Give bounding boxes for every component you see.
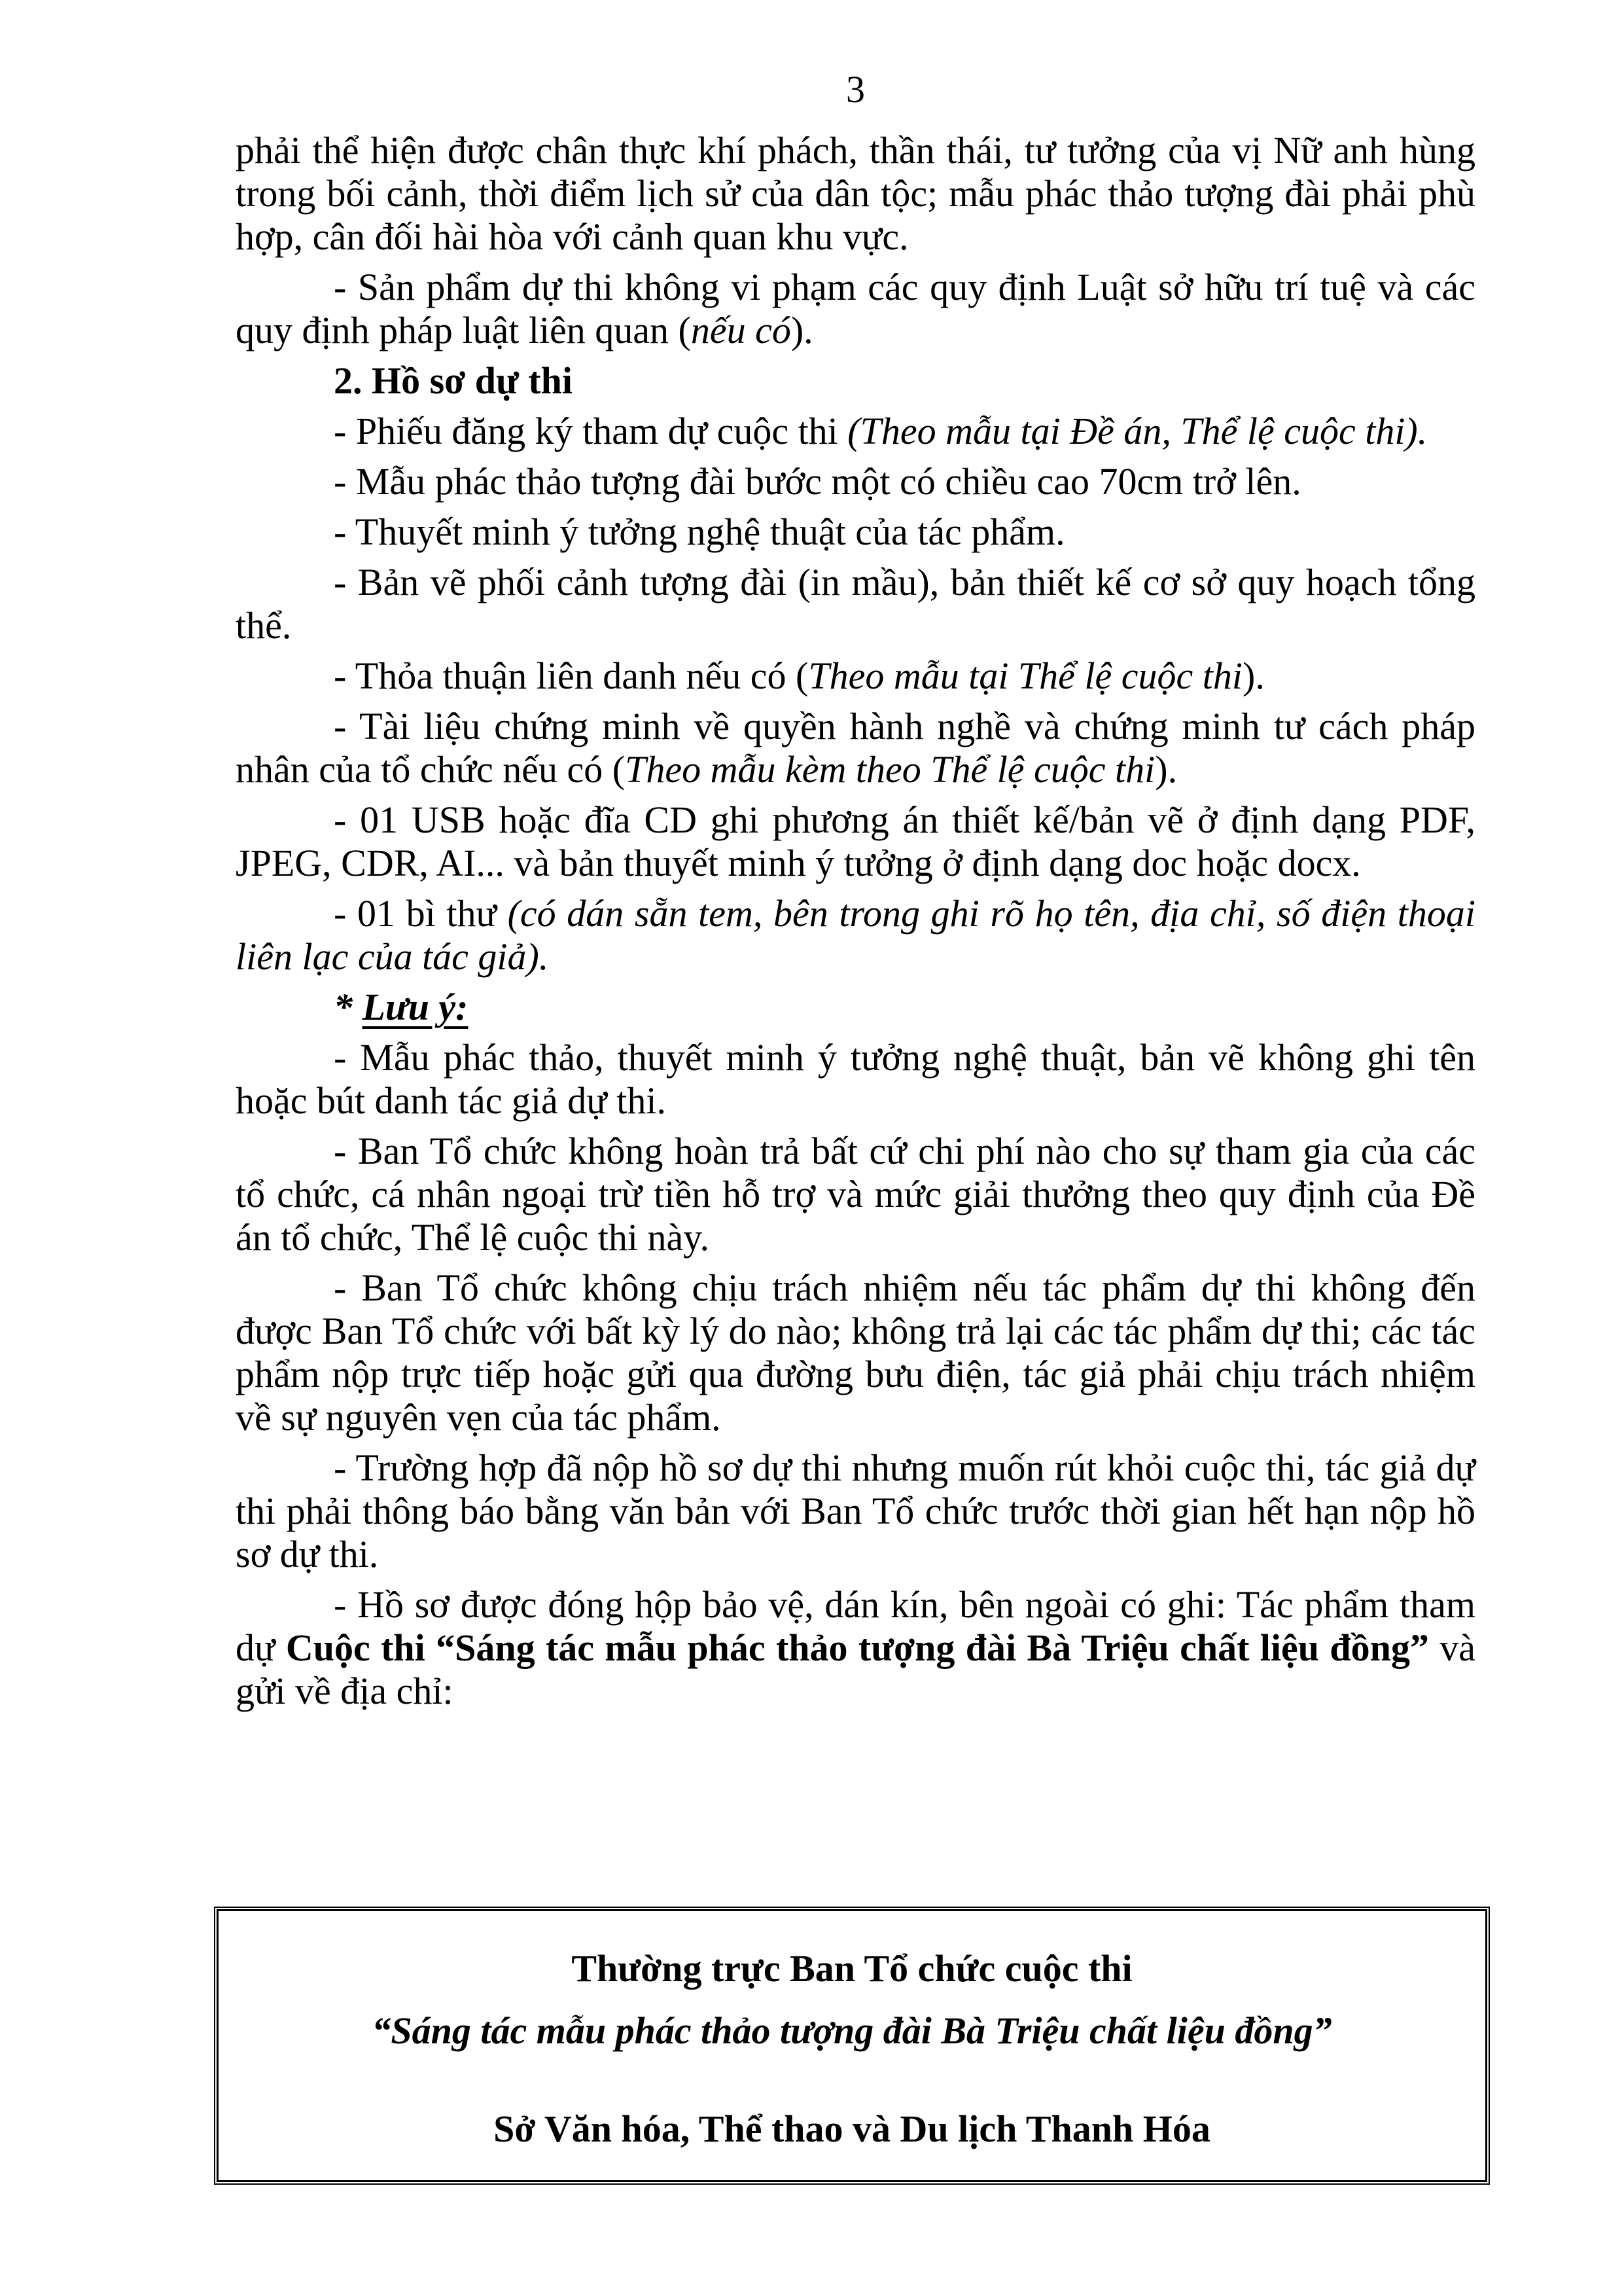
text-run: - Ban Tổ chức không hoàn trả bất cứ chi phí nào cho sự tham gia của các tổ chức, cá nhân ngoại trừ tiền hỗ trợ và mức giải thưởng theo quy định của Đề án tổ chức, Thể lệ cuộc thi này.	[236, 1130, 1475, 1259]
text-run: - Mẫu phác thảo, thuyết minh ý tưởng nghệ thuật, bản vẽ không ghi tên hoặc bút danh tác giả dự thi.	[236, 1036, 1475, 1122]
paragraph	[236, 129, 1475, 259]
text-run: (có dán sẵn tem, bên trong ghi rõ họ tên, địa chỉ, số điện thoại liên lạc của tác giả).	[236, 892, 1475, 978]
address-box-title: Thường trực Ban Tổ chức cuộc thi	[571, 1947, 1133, 1990]
text-run: - 01 bì thư	[334, 892, 508, 935]
text-run: ).	[1243, 655, 1265, 697]
paragraph	[236, 986, 1475, 1029]
address-box	[214, 1907, 1490, 2185]
paragraph	[236, 798, 1475, 885]
text-run: - Thuyết minh ý tưởng nghệ thuật của tác phẩm.	[334, 511, 1065, 553]
paragraph	[236, 460, 1475, 503]
paragraph	[236, 1130, 1475, 1259]
text-run: - Tài liệu chứng minh về quyền hành nghề và chứng minh tư cách pháp nhân của tổ chức nếu có (	[236, 705, 1475, 791]
paragraph	[236, 705, 1475, 791]
text-run: 2. Hồ sơ dự thi	[334, 359, 573, 402]
paragraph	[236, 1583, 1475, 1713]
text-run: - Phiếu đăng ký tham dự cuộc thi	[334, 410, 848, 452]
paragraph	[236, 655, 1475, 698]
paragraph	[236, 1446, 1475, 1576]
text-run: ).	[1155, 748, 1178, 791]
paragraph	[236, 892, 1475, 978]
text-run: - Sản phẩm dự thi không vi phạm các quy định Luật sở hữu trí tuệ và các quy định pháp luật liên quan (	[236, 266, 1475, 351]
text-run: và gửi về địa chỉ:	[236, 1626, 1475, 1712]
address-box-border	[217, 1909, 1487, 2182]
text-run: Theo mẫu kèm theo Thể lệ cuộc thi	[625, 748, 1156, 791]
text-run: *	[334, 986, 362, 1028]
text-run: - Ban Tổ chức không chịu trách nhiệm nếu tác phẩm dự thi không đến được Ban Tổ chức với bất kỳ lý do nào; không trả lại các tác phẩm dự thi; các tác phẩm nộp trực tiếp hoặc gửi qua đường bưu điện, tác giả phải chịu trách nhiệm về sự nguyên vẹn của tác phẩm.	[236, 1266, 1475, 1439]
paragraph	[236, 359, 1475, 403]
paragraph	[236, 410, 1475, 453]
text-run: - 01 USB hoặc đĩa CD ghi phương án thiết kế/bản vẽ ở định dạng PDF, JPEG, CDR, AI... và bản thuyết minh ý tưởng ở định dạng doc hoặc docx.	[236, 798, 1475, 884]
text-run: - Thỏa thuận liên danh nếu có (	[334, 655, 809, 697]
paragraph	[236, 511, 1475, 554]
paragraph	[236, 1266, 1475, 1439]
text-run: nếu có	[690, 309, 791, 351]
page-number: 3	[846, 68, 865, 111]
address-box-contest-name: “Sáng tác mẫu phác thảo tượng đài Bà Triệu chất liệu đồng”	[372, 2009, 1332, 2052]
paragraph	[236, 1036, 1475, 1122]
text-run: - Hồ sơ được đóng hộp bảo vệ, dán kín, bên ngoài có ghi: Tác phẩm tham dự	[236, 1583, 1475, 1669]
document-body	[236, 122, 1475, 1720]
text-run: Lưu ý:	[362, 986, 468, 1028]
paragraph	[236, 561, 1475, 647]
text-run: Theo mẫu tại Thể lệ cuộc thi	[808, 655, 1243, 697]
text-run: - Mẫu phác thảo tượng đài bước một có chiều cao 70cm trở lên.	[334, 460, 1301, 503]
text-run: Cuộc thi “Sáng tác mẫu phác thảo tượng đài Bà Triệu chất liệu đồng”	[285, 1626, 1429, 1669]
text-run: - Bản vẽ phối cảnh tượng đài (in mầu), bản thiết kế cơ sở quy hoạch tổng thể.	[236, 561, 1475, 647]
text-run: ).	[790, 309, 813, 351]
text-run: (Theo mẫu tại Đề án, Thể lệ cuộc thi).	[847, 410, 1428, 452]
text-run: - Trường hợp đã nộp hồ sơ dự thi nhưng muốn rút khỏi cuộc thi, tác giả dự thi phải thông báo bằng văn bản với Ban Tổ chức trước thời gian hết hạn nộp hồ sơ dự thi.	[236, 1446, 1475, 1575]
text-run: phải thể hiện được chân thực khí phách, thần thái, tư tưởng của vị Nữ anh hùng trong bối cảnh, thời điểm lịch sử của dân tộc; mẫu phác thảo tượng đài phải phù hợp, cân đối hài hòa với cảnh quan khu vực.	[236, 129, 1475, 258]
address-box-organization: Sở Văn hóa, Thể thao và Du lịch Thanh Hóa	[493, 2108, 1210, 2150]
paragraph	[236, 266, 1475, 352]
